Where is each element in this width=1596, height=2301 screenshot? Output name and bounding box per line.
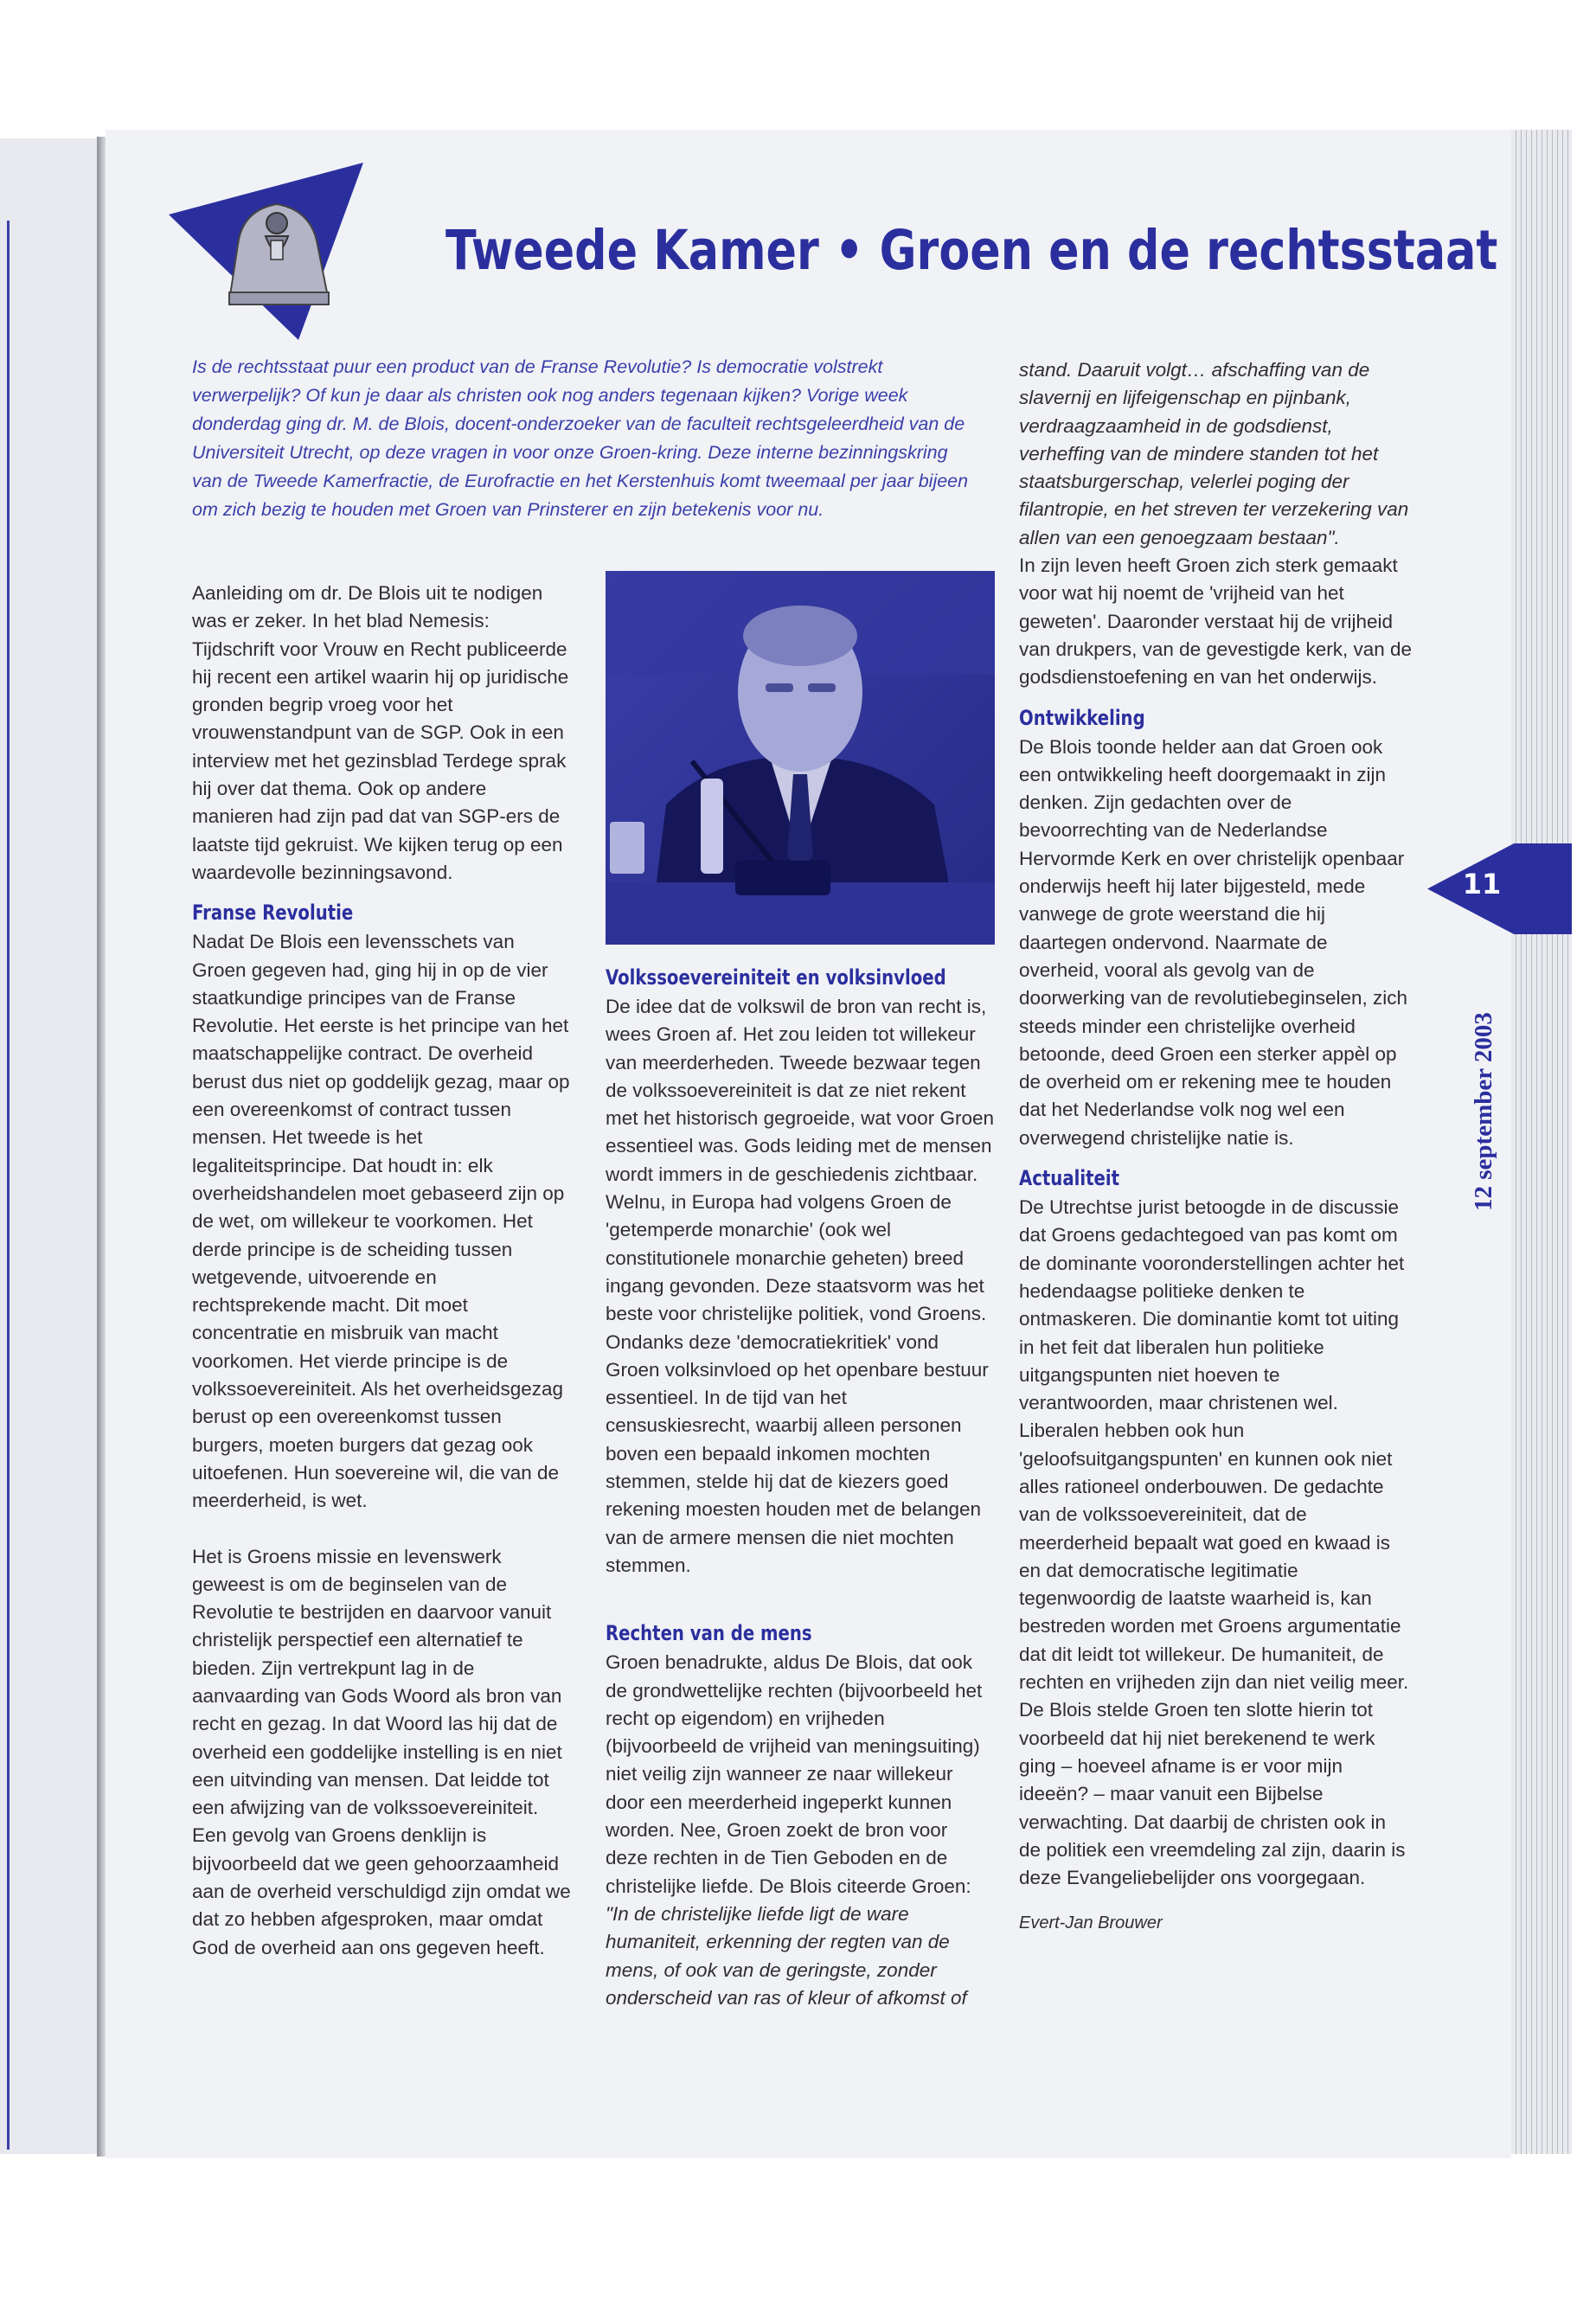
page-number: 11 — [1462, 868, 1502, 901]
left-page-rule — [7, 221, 10, 2150]
paragraph-vrijheid-geweten: In zijn leven heeft Groen zich sterk gemaakt voor wat hij noemt de 'vrijheid van het geweten'. Daaronder verstaat hij de vrijheid van drukpers, van de gevestigde kerk, van de godsdienstoefening en van het onderwijs. — [1019, 554, 1413, 689]
page-stack-edges — [1511, 130, 1572, 2154]
paragraph-intro: Aanleiding om dr. De Blois uit te nodigen was er zeker. In het blad Nemesis: Tijdschrift voor Vrouw en Recht publiceerde hij recent een artikel waarin hij op juridische gronden begrip vroeg voor het vrouwenstandpunt van de SGP. Ook in een interview met het gezinsblad Terdege sprak hij over dat thema. Ook op andere manieren had zijn pad dat van SGP-ers de laatste tijd gekruist. We kijken terug op een waardevolle bezinningsavond. — [192, 582, 569, 883]
column-2 — [606, 962, 995, 2012]
paragraph-franse-revolutie: Nadat De Blois een levensschets van Groen gegeven had, ging hij in op de vier staatkundige principes van de Franse Revolutie. Het eerste is het principe van het maatschappelijke contract. De overheid berust dus niet op goddelijk gezag, maar op een overeenkomst of contract tussen mensen. Het tweede is het legaliteitsprincipe. Dat houdt in: elk overheidshandelen moet gebaseerd zijn op de wet, om willekeur te voorkomen. Het derde principe is de scheiding tussen wetgevende, uitvoerende en rechtsprekende macht. Dit moet concentratie en misbruik van macht voorkomen. Het vierde principe is de volkssoevereiniteit. Als het overheidsgezag berust op een overeenkomst tussen burgers, moeten burgers dat gezag ook uitoefenen. Hun soevereine wil, die van de meerderheid, is wet. — [192, 931, 570, 1512]
groen-quote-part-2: stand. Daaruit volgt… afschaffing van de slavernij en lijfeigenschap en pijnbank, verdraagzaamheid in de godsdienst, verheffing van de mindere standen tot het staatsburgerschap, velerlei poging der filantropie, en het streven ter verzekering van allen van een genoegzaam bestaan". — [1019, 359, 1409, 548]
intro-lead: Is de rechtsstaat puur een product van de Franse Revolutie? Is democratie volstrekt verwerpelijk? Of kun je daar als christen ook nog anders tegenaan kijken? Vorige week donderdag ging dr. M. de Blois, docent-onderzoeker van de faculteit rechtsgeleerdheid van de Universiteit Utrecht, op deze vragen in voor onze Groen-kring. Deze interne bezinningskring van de Tweede Kamerfractie, de Eurofractie en het Kerstenhuis komt tweemaal per jaar bijeen om zich bezig te houden met Groen van Prinsterer en zijn betekenis voor nu. — [192, 356, 969, 520]
paragraph-actualiteit: De Utrechtse jurist betoogde in de discussie dat Groens gedachtegoed van pas komt om de dominante vooronderstellingen achter het hedendaagse politieke denken te ontmaskeren. Die dominantie komt tot uiting in het feit dat liberalen hun politieke uitgangspunten niet hoeven te verantwoorden, maar christenen wel. Liberalen hebben ook hun 'geloofsuitgangspunten' en kunnen ook niet alles rationeel onderbouwen. De gedachte van de volkssoevereiniteit, dat de meerderheid bepaalt wat goed en kwaad is en dat democratische legitimatie tegenwoordig de laatste waarheid is, kan bestreden worden met Groens argumentatie dat dit leidt tot willekeur. De humaniteit, de rechten en vrijheden zijn dan niet veilig meer. De Blois stelde Groen ten slotte hierin tot voorbeeld dat hij niet berekenend te werk ging – hoeveel afname is er voor mijn ideeën? – maar vanuit een Bijbelse verwachting. Dat daarbij de christen ook in de politiek een vreemdeling zal zijn, daarin is deze Evangeliebelijder ons voorgegaan. — [1019, 1196, 1409, 1889]
heading-rechten-van-de-mens: Rechten van de mens — [606, 1621, 812, 1646]
issue-date — [1471, 1142, 1497, 1211]
groen-quote-part-1: "In de christelijke liefde ligt de ware humaniteit, erkenning der regten van de mens, of ook van de geringste, zonder onderscheid van ras of kleur of afkomst of — [606, 1902, 967, 2009]
left-page-edge — [0, 138, 99, 2154]
heading-franse-revolutie: Franse Revolutie — [192, 901, 354, 926]
heading-volkssoevereiniteit: Volkssoevereiniteit en volksinvloed — [606, 965, 946, 990]
paragraph-rechten-van-de-mens — [606, 1649, 995, 2012]
speaker-portrait-photo — [606, 571, 995, 945]
paragraph-ontwikkeling: De Blois toonde helder aan dat Groen ook een ontwikkeling heeft doorgemaakt in zijn denken. Zijn gedachten over de bevoorrechting van de Nederlandse Hervormde Kerk en over christelijk openbaar onderwijs heeft hij later bijgesteld, mede vanwege de grote weerstand die hij daartegen ondervond. Naarmate de overheid, vooral als gevolg van de doorwerking van de revolutiebeginselen, zich steeds minder een christelijke overheid betoonde, deed Groen een sterker appèl op de overheid om er rekening mee te houden dat het Nederlandse volk nog wel een overwegend christelijke natie is. — [1019, 735, 1408, 1149]
rechten-text: Groen benadrukte, aldus De Blois, dat ook de grondwettelijke rechten (bijvoorbeeld het recht op eigendom) en vrijheden (bijvoorbeeld de vrijheid van meningsuiting) niet veilig zijn wanneer ze naar willekeur door een meerderheid ingeperkt kunnen worden. Nee, Groen zoekt de bron voor deze rechten in de Tien Geboden en de christelijke liefde. De Blois citeerde Groen: — [606, 1651, 983, 1897]
heading-ontwikkeling: Ontwikkeling — [1019, 705, 1145, 730]
author-byline: Evert-Jan Brouwer — [1019, 1913, 1163, 1933]
column-1 — [192, 580, 573, 1962]
heading-actualiteit: Actualiteit — [1019, 1166, 1120, 1191]
article-title: Tweede Kamer • Groen en de rechtsstaat — [445, 219, 1498, 282]
column-3 — [1019, 356, 1413, 1938]
paragraph-groens-missie: Het is Groens missie en levenswerk geweest is om de beginselen van de Revolutie te bestrijden en daarvoor vanuit christelijk perspectief een alternatief te bieden. Zijn vertrekpunt lag in de aanvaarding van Gods Woord als bron van recht en gezag. In dat Woord las hij dat de overheid een goddelijke instelling is en niet een uitvinding van mensen. Dat leidde tot een afwijzing van de volkssoevereiniteit. Een gevolg van Groens denklijn is bijvoorbeeld dat we geen gehoorzaamheid aan de overheid verschuldigd zijn omdat we dat zo hebben afgesproken, maar omdat God de overheid aan ons gegeven heeft. — [192, 1545, 571, 1958]
paragraph-volkssoevereiniteit: De idee dat de volkswil de bron van recht is, wees Groen af. Het zou leiden tot willekeur van meerderheden. Tweede bezwaar tegen de volkssoevereiniteit is dat ze niet rekent met het historisch gegroeide, wat voor Groen essentieel was. Gods leiding met de mensen wordt immers in de geschiedenis zichtbaar. Welnu, in Europa had volgens Groen de 'getemperde monarchie' (ook wel constitutionele monarchie geheten) breed ingang gevonden. Deze staatsvorm was het beste voor christelijke politiek, vond Groens. Ondanks deze 'democratiekritiek' vond Groen volksinvloed op het openbare bestuur essentieel. In de tijd van het censuskiesrecht, waarbij alleen personen boven een bepaald inkomen mochten stemmen, stelde hij dat de kiezers goed rekening moesten houden met de belangen van de armere mensen die niet mochten stemmen. — [606, 996, 994, 1576]
parliament-crest-triangle-icon — [169, 163, 363, 340]
page-gutter — [97, 137, 106, 2157]
